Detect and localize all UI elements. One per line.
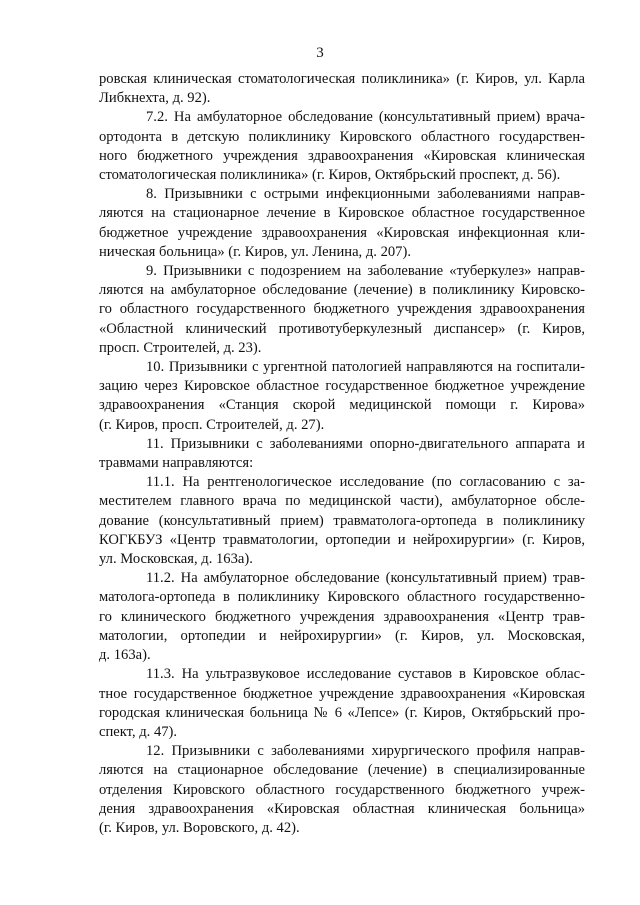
paragraph-line: спект, д. 47). [99, 723, 178, 740]
paragraph-continuation [99, 70, 585, 108]
paragraph-p11-3 [99, 665, 585, 742]
paragraph-line: ного бюджетного учреждения здравоохранения «Кировская клиническая [99, 147, 585, 164]
paragraph-p8 [99, 185, 585, 262]
paragraph-line: тное государственное бюджетное учреждение здравоохранения «Кировская [99, 685, 585, 702]
paragraph-line: (г. Киров, ул. Воровского, д. 42). [99, 819, 300, 836]
paragraph-line: 8. Призывники с острыми инфекционными заболеваниями направ- [146, 186, 585, 203]
paragraph-p12 [99, 742, 585, 838]
paragraph-line: ляются на стационарное обследование (лечение) в специализированные [99, 762, 585, 779]
paragraph-line: 9. Призывники с подозрением на заболевание «туберкулез» направ- [146, 263, 585, 280]
paragraph-line: го областного государственного бюджетного учреждения здравоохранения [99, 301, 585, 318]
paragraph-line: 7.2. На амбулаторное обследование (консультативный прием) врача- [146, 109, 585, 126]
paragraph-line: ляются на стационарное лечение в Кировское областное государственное [99, 205, 585, 222]
paragraph-line: матологии, ортопедии и нейрохирургии» (г. Киров, ул. Московская, [99, 627, 585, 644]
paragraph-line: отделения Кировского областного государственного бюджетного учреж- [99, 781, 585, 798]
paragraph-p11-1 [99, 473, 585, 569]
paragraph-line: 10. Призывники с ургентной патологией направляются на госпитали- [146, 359, 585, 376]
paragraph-line: дения здравоохранения «Кировская областная клиническая больница» [99, 800, 585, 817]
paragraph-line: ортодонта в детскую поликлинику Кировского областного государствен- [99, 128, 585, 145]
paragraph-line: матолога-ортопеда в поликлинику Кировского областного государственно- [99, 589, 585, 606]
paragraph-line: Либкнехта, д. 92). [99, 90, 211, 107]
paragraph-line: 11.1. На рентгенологическое исследование (по согласованию с за- [146, 474, 585, 491]
page-number: 3 [316, 45, 324, 61]
paragraph-line: д. 163а). [99, 647, 151, 664]
paragraph-line: просп. Строителей, д. 23). [99, 339, 262, 356]
paragraph-line: местителем главного врача по медицинской части), амбулаторное обсле- [99, 493, 585, 510]
paragraph-p10 [99, 358, 585, 435]
paragraph-line: бюджетное учреждение здравоохранения «Кировская инфекционная кли- [99, 224, 585, 241]
paragraph-line: ническая больница» (г. Киров, ул. Ленина, д. 207). [99, 243, 411, 260]
paragraph-line: дование (консультативный прием) травматолога-ортопеда в поликлинику [99, 512, 585, 529]
paragraph-line: 11.2. На амбулаторное обследование (консультативный прием) трав- [146, 570, 585, 587]
paragraph-line: ровская клиническая стоматологическая поликлиника» (г. Киров, ул. Карла [99, 71, 585, 87]
paragraph-line: зацию через Кировское областное государственное бюджетное учреждение [99, 378, 585, 395]
document-body [99, 70, 585, 838]
paragraph-p11-2 [99, 569, 585, 665]
paragraph-line: ул. Московская, д. 163а). [99, 551, 253, 568]
paragraph-line: стоматологическая поликлиника» (г. Киров, Октябрьский проспект, д. 56). [99, 167, 561, 184]
paragraph-line: КОГКБУЗ «Центр травматологии, ортопедии и нейрохирургии» (г. Киров, [99, 531, 585, 548]
paragraph-line: 11.3. На ультразвуковое исследование суставов в Кировское облас- [146, 666, 585, 683]
paragraph-line: городская клиническая больница № 6 «Лепсе» (г. Киров, Октябрьский про- [99, 704, 585, 721]
paragraph-line: «Областной клинический противотуберкулезный диспансер» (г. Киров, [99, 320, 585, 337]
paragraph-line: 12. Призывники с заболеваниями хирургического профиля направ- [146, 743, 585, 760]
paragraph-p11 [99, 435, 585, 473]
paragraph-line: го клинического бюджетного учреждения здравоохранения «Центр трав- [99, 608, 585, 625]
paragraph-p7-2 [99, 108, 585, 185]
paragraph-line: ляются на амбулаторное обследование (лечение) в поликлинику Кировско- [99, 282, 585, 299]
paragraph-line: 11. Призывники с заболеваниями опорно-двигательного аппарата и [146, 435, 585, 452]
paragraph-line: здравоохранения «Станция скорой медицинской помощи г. Кирова» [99, 397, 585, 414]
paragraph-line: травмами направляются: [99, 455, 254, 472]
paragraph-p9 [99, 262, 585, 358]
paragraph-line: (г. Киров, просп. Строителей, д. 27). [99, 416, 325, 433]
